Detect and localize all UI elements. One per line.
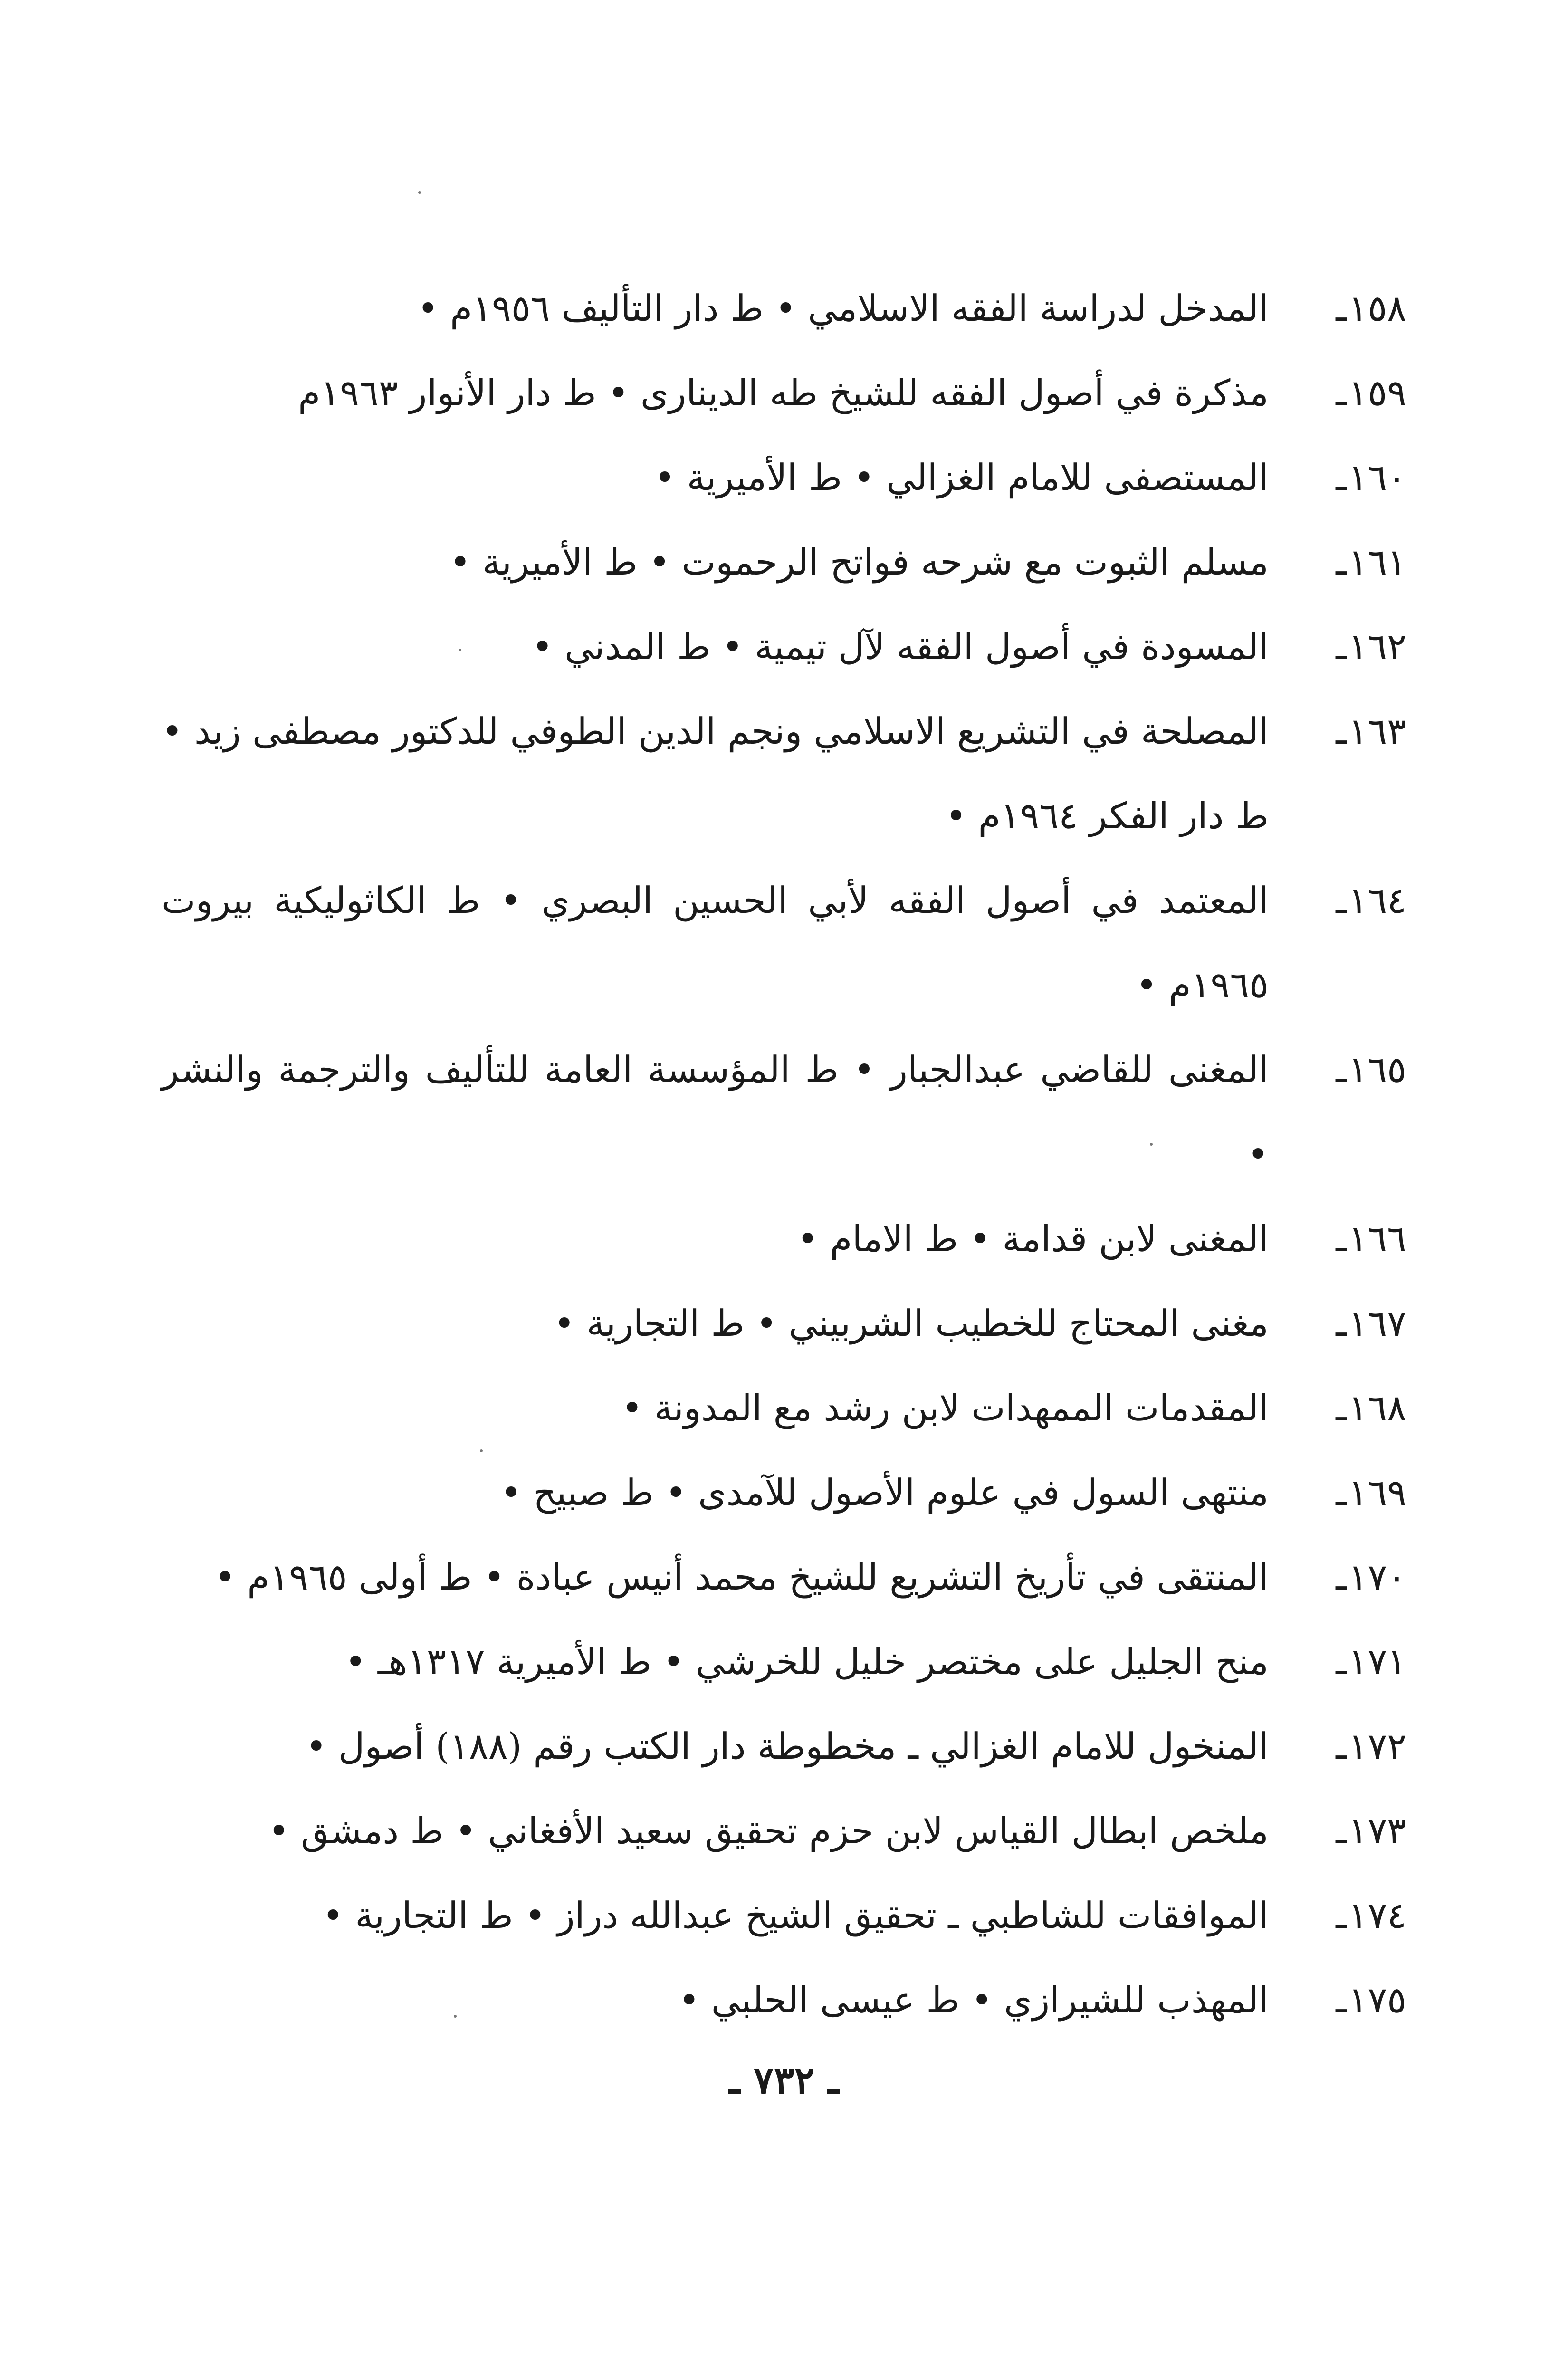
entry-text: المسودة في أصول الفقه لآل تيمية • ط المدني • [532, 625, 1269, 668]
bibliography-entry [162, 520, 1406, 604]
bibliography-entry [162, 1366, 1406, 1450]
entry-text: المنتقى في تأريخ التشريع للشيخ محمد أنيس عبادة • ط أولى ١٩٦٥م • [214, 1556, 1269, 1598]
entry-text: منتهى السول في علوم الأصول للآمدى • ط صبيح • [500, 1471, 1269, 1514]
bibliography-list [162, 266, 1406, 2042]
entry-text: المستصفى للامام الغزالي • ط الأميرية • [654, 456, 1269, 498]
bibliography-entry [162, 1281, 1406, 1366]
bibliography-entry [162, 1873, 1406, 1958]
bibliography-entry [162, 1704, 1406, 1789]
entry-number: ١٦٣ـ [1336, 710, 1406, 752]
entry-number: ١٦٩ـ [1336, 1471, 1406, 1514]
bibliography-entry [162, 1450, 1406, 1535]
bibliography-entry [162, 435, 1406, 520]
entry-text: ملخص ابطال القياس لابن حزم تحقيق سعيد الأفغاني • ط دمشق • [268, 1810, 1269, 1852]
entry-number: ١٦٧ـ [1336, 1302, 1406, 1344]
bibliography-entry [162, 1027, 1406, 1197]
scan-speck [454, 2015, 457, 2018]
entry-number: ١٦٠ـ [1336, 456, 1406, 498]
scan-speck [480, 1449, 483, 1452]
entry-text: مذكرة في أصول الفقه للشيخ طه الدينارى • ط دار الأنوار ١٩٦٣م [298, 372, 1269, 414]
entry-number: ١٥٨ـ [1336, 287, 1406, 329]
bibliography-entry [162, 1535, 1406, 1619]
entry-text: المغنى لابن قدامة • ط الامام • [797, 1217, 1269, 1260]
entry-text: المهذب للشيرازي • ط عيسى الحلبي • [678, 1979, 1269, 2021]
bibliography-entry [162, 858, 1406, 1027]
bibliography-entry [162, 689, 1406, 858]
bibliography-entry [162, 1197, 1406, 1281]
entry-number: ١٧٥ـ [1336, 1979, 1406, 2021]
entry-number: ١٧٣ـ [1336, 1810, 1406, 1852]
entry-text: المصلحة في التشريع الاسلامي ونجم الدين الطوفي للدكتور مصطفى زيد • ط دار الفكر ١٩٦٤م • [162, 710, 1269, 837]
entry-text: المغنى للقاضي عبدالجبار • ط المؤسسة العامة للتأليف والترجمة والنشر • [162, 1048, 1269, 1175]
scan-speck [418, 191, 421, 194]
entry-text: الموافقات للشاطبي ـ تحقيق الشيخ عبدالله دراز • ط التجارية • [322, 1894, 1269, 1936]
bibliography-entry [162, 351, 1406, 435]
entry-text: منح الجليل على مختصر خليل للخرشي • ط الأميرية ١٣١٧هـ • [344, 1640, 1269, 1683]
bibliography-entry [162, 1958, 1406, 2042]
entry-number: ١٦٥ـ [1336, 1048, 1406, 1091]
entry-number: ١٦٢ـ [1336, 625, 1406, 668]
entry-number: ١٦٨ـ [1336, 1387, 1406, 1429]
bibliography-entry [162, 604, 1406, 689]
entry-number: ١٧٢ـ [1336, 1725, 1406, 1767]
scan-speck [459, 649, 461, 651]
entry-text: مغنى المحتاج للخطيب الشربيني • ط التجارية • [554, 1302, 1269, 1344]
entry-text: المعتمد في أصول الفقه لأبي الحسين البصري • ط الكاثوليكية بيروت ١٩٦٥م • [162, 879, 1269, 1006]
entry-text: مسلم الثبوت مع شرحه فواتح الرحموت • ط الأميرية • [449, 541, 1269, 583]
entry-number: ١٦١ـ [1336, 541, 1406, 583]
bibliography-entry [162, 1619, 1406, 1704]
scan-speck [1150, 1143, 1153, 1146]
entry-number: ١٧٠ـ [1336, 1556, 1406, 1598]
entry-number: ١٧١ـ [1336, 1640, 1406, 1683]
entry-text: المدخل لدراسة الفقه الاسلامي • ط دار التأليف ١٩٥٦م • [417, 287, 1269, 329]
entry-number: ١٧٤ـ [1336, 1894, 1406, 1936]
entry-number: ١٥٩ـ [1336, 372, 1406, 414]
entry-text: المنخول للامام الغزالي ـ مخطوطة دار الكتب رقم (١٨٨) أصول • [306, 1725, 1269, 1767]
bibliography-entry [162, 1789, 1406, 1873]
entry-number: ١٦٤ـ [1336, 879, 1406, 921]
entry-text: المقدمات الممهدات لابن رشد مع المدونة • [621, 1387, 1269, 1429]
entry-number: ١٦٦ـ [1336, 1217, 1406, 1260]
bibliography-entry [162, 266, 1406, 351]
page-number: ـ ٧٣٢ ـ [729, 2058, 839, 2102]
